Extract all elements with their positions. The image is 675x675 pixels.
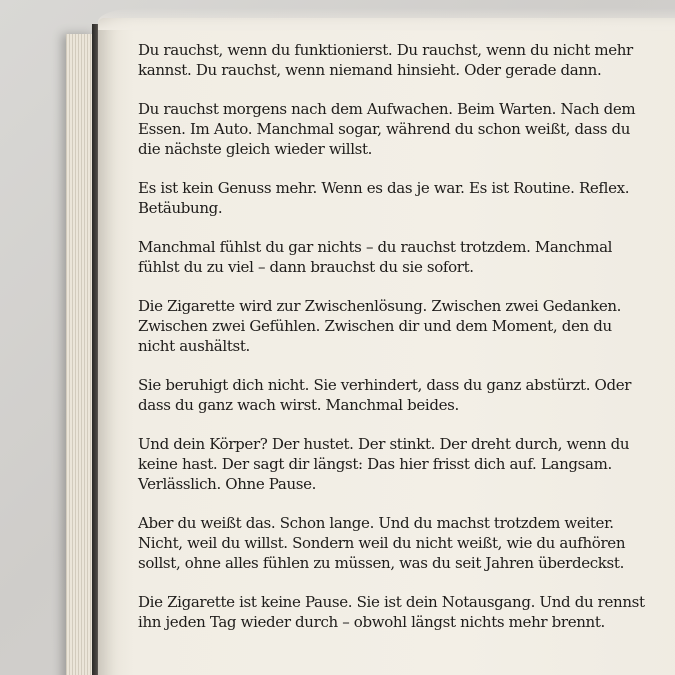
paragraph: Es ist kein Genuss mehr. Wenn es das je war. Es ist Routine. Reflex. Betäubung.: [138, 179, 630, 217]
paragraph: Und dein Körper? Der hustet. Der stinkt. Der dreht durch, wenn du keine hast. Der sagt dir längst: Das hier frisst dich auf. Langsam. Verlässlich. Ohne Pause.: [138, 435, 630, 493]
paragraph: Aber du weißt das. Schon lange. Und du machst trotzdem weiter. Nicht, weil du willst. Sondern weil du nicht weißt, wie du aufhören sollst, ohne alles fühlen zu müssen, was du seit Jahren überdeckst.: [138, 514, 626, 572]
paragraph: Manchmal fühlst du gar nichts – du rauchst trotzdem. Manchmal fühlst du zu viel – dann brauchst du sie sofort.: [138, 238, 613, 276]
paragraph: Du rauchst, wenn du funktionierst. Du rauchst, wenn du nicht mehr kannst. Du rauchst, wenn niemand hinsieht. Oder gerade dann.: [138, 41, 633, 79]
paragraph: Die Zigarette wird zur Zwischenlösung. Zwischen zwei Gedanken. Zwischen zwei Gefühlen. Zwischen dir und dem Moment, den du nicht aushältst.: [138, 297, 622, 355]
page-curl: [98, 8, 675, 30]
page-text: [138, 40, 648, 651]
paragraph: Die Zigarette ist keine Pause. Sie ist dein Notausgang. Und du rennst ihn jeden Tag wieder durch – obwohl längst nichts mehr brennt.: [138, 593, 645, 631]
paragraph: Sie beruhigt dich nicht. Sie verhindert, dass du ganz abstürzt. Oder dass du ganz wach wirst. Manchmal beides.: [138, 376, 632, 414]
paragraph: Du rauchst morgens nach dem Aufwachen. Beim Warten. Nach dem Essen. Im Auto. Manchmal sogar, während du schon weißt, dass du die nächste gleich wieder willst.: [138, 100, 636, 158]
